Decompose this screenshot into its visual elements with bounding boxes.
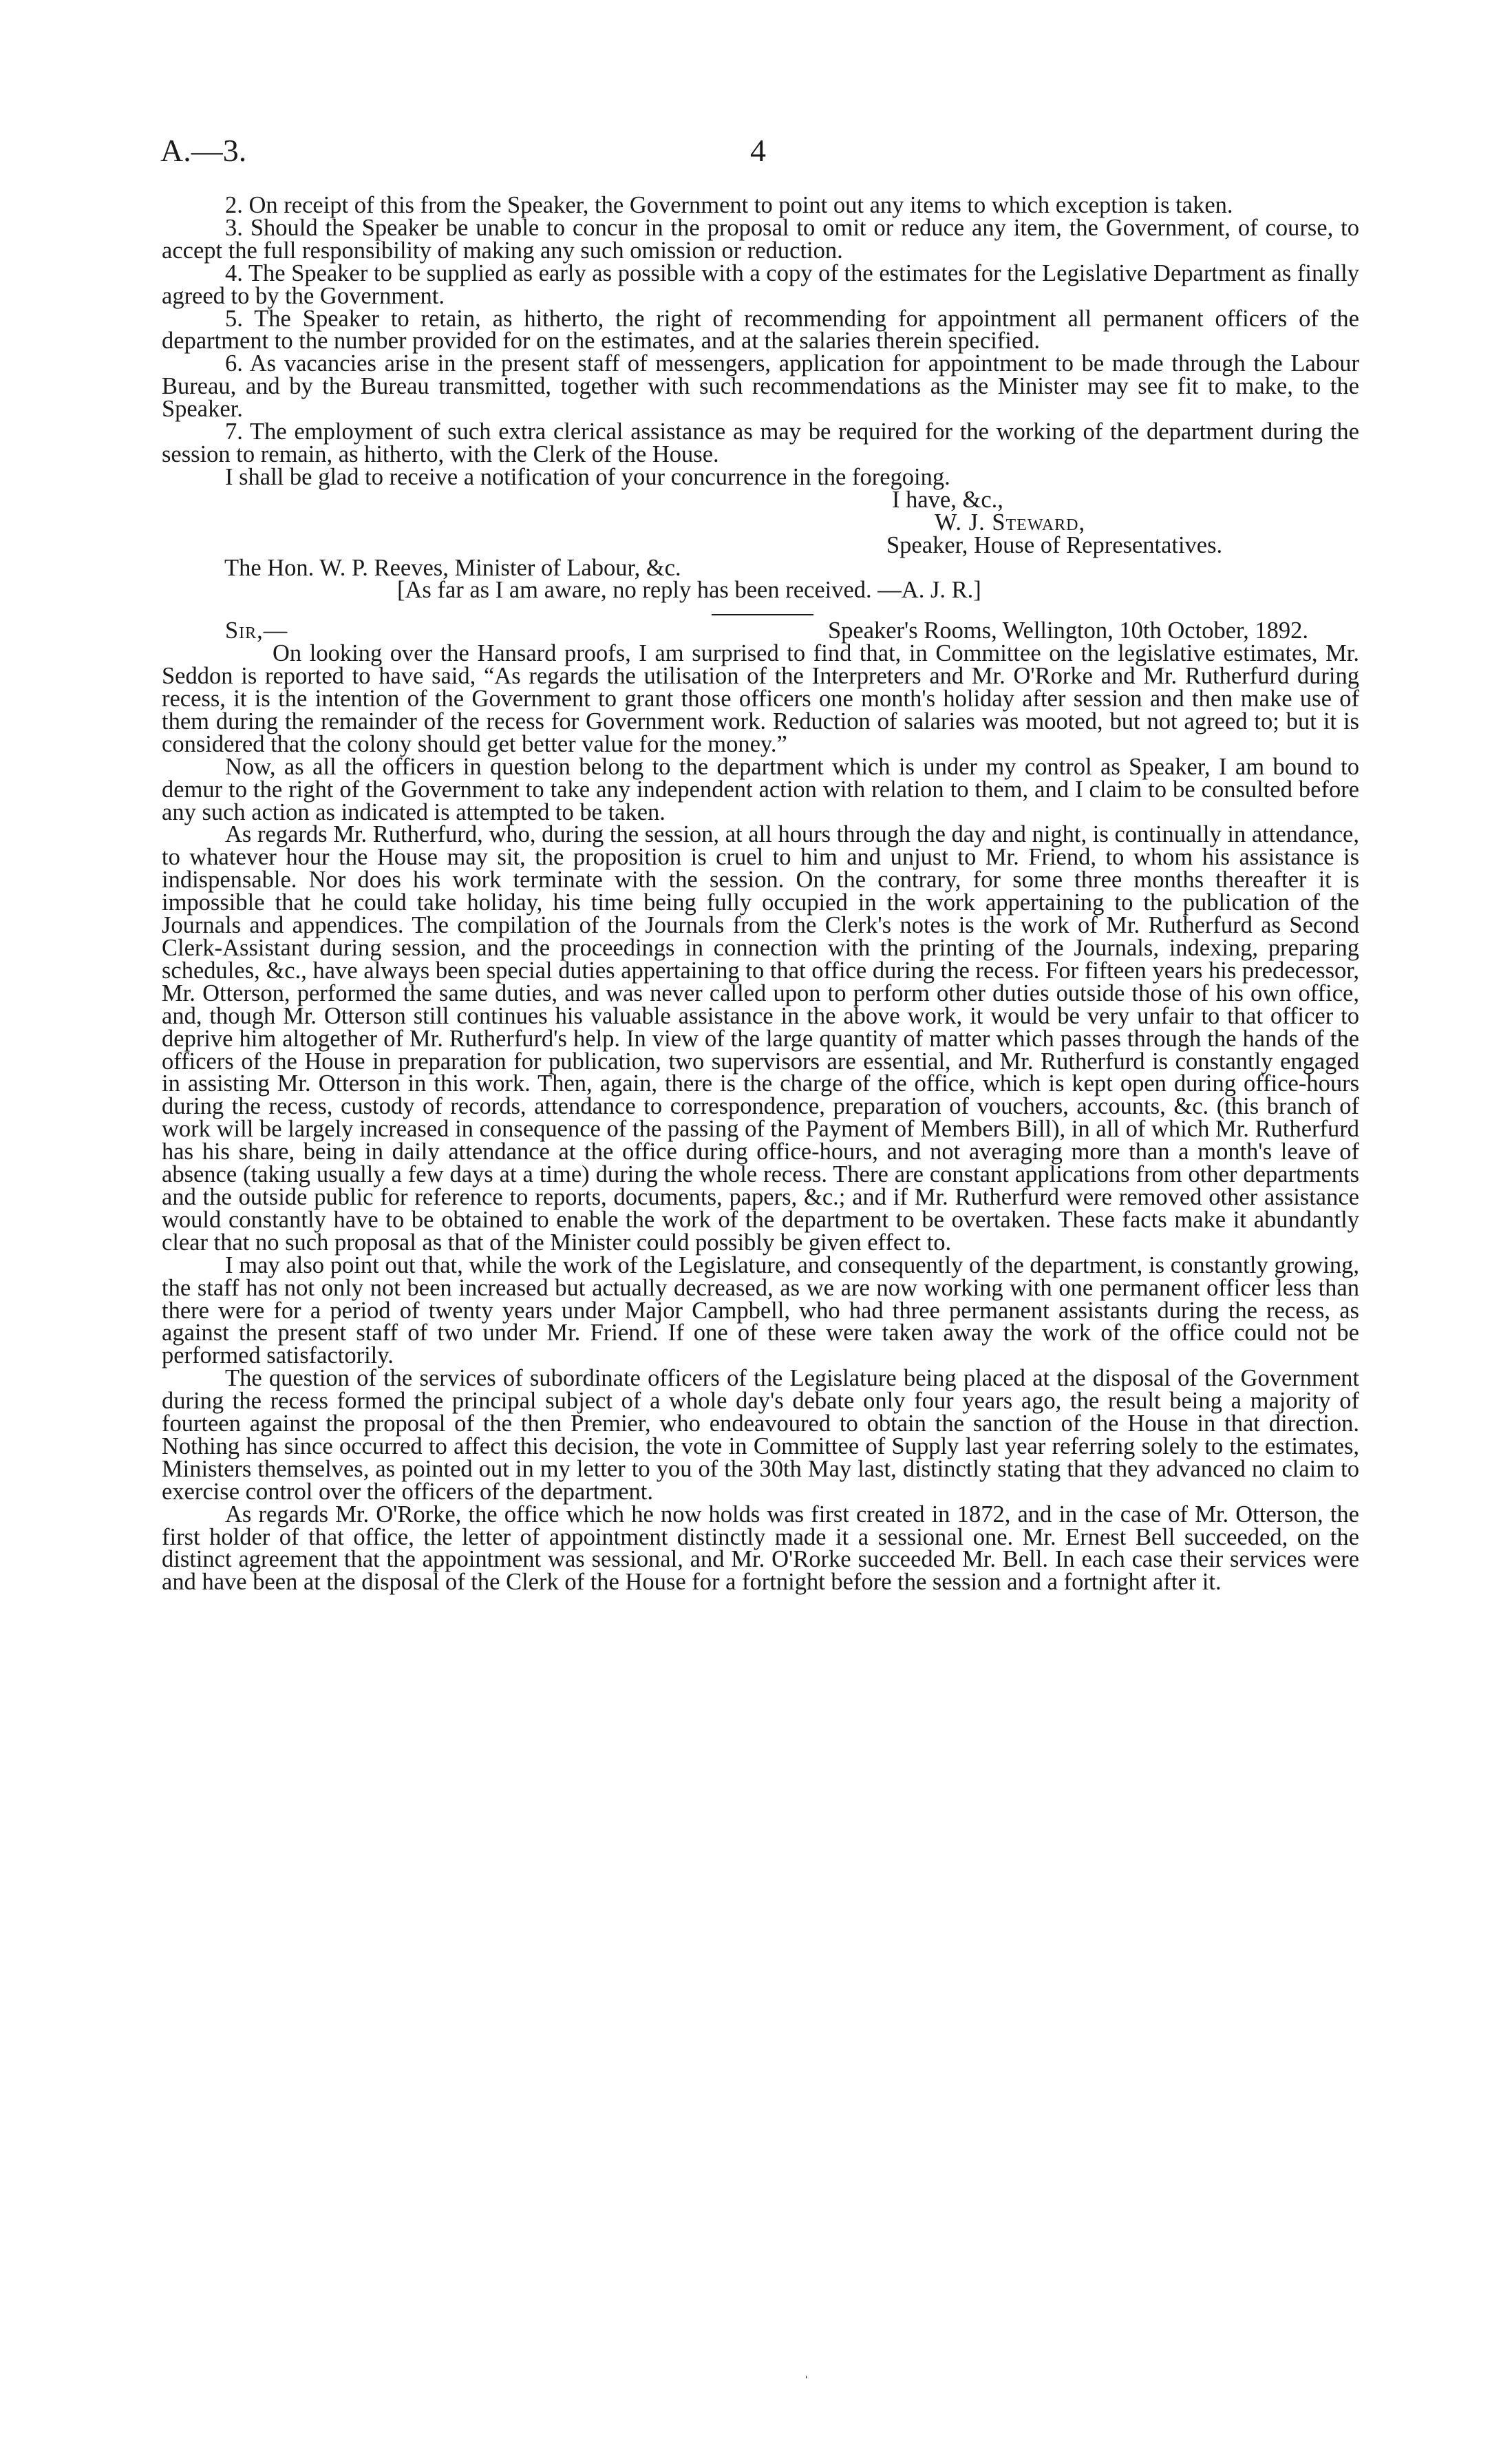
print-mark: ˌ — [804, 2361, 809, 2378]
item-paragraph: 3. Should the Speaker be unable to concur in the proposal to omit or reduce any item, the Government, of course, to accept the full responsibility of making any such omission or reduction. — [162, 214, 1359, 264]
item-paragraph: 6. As vacancies arise in the present staff of messengers, application for appointment to be made through the Labour Bureau, and by the Bureau transmitted, together with such recommendations as the Minister may see fit to make, to the Speaker. — [162, 350, 1359, 423]
letter-paragraph: As regards Mr. O'Rorke, the office which he now holds was first created in 1872, and in the case of Mr. Otterson, the first holder of that office, the letter of appointment distinctly made it a sessional one. Mr. Ernest Bell succeeded, on the distinct agreement that the appointment was sessional, and Mr. O'Rorke succeeded Mr. Bell. In each case their services were and have been at the disposal of the Clerk of the House for a fortnight before the session and a fortnight after it. — [162, 1501, 1359, 1596]
signature-block — [162, 486, 1359, 604]
letter-paragraph: As regards Mr. Rutherfurd, who, during the session, at all hours through the day and night, is continually in attendance, to whatever hour the House may sit, the proposition is cruel to him and unjust to Mr. Friend, to whom his assistance is indispensable. Nor does his work terminate with the session. On the contrary, for some three months thereafter it is impossible that he could take holiday, his time being fully occupied in the work appertaining to the publication of the Journals and appendices. The compilation of the Journals from the Clerk's notes is the work of Mr. Rutherfurd as Second Clerk-Assistant during session, and the proceedings in connection with the printing of the Journals, indexing, preparing schedules, &c., have always been special duties appertaining to that office during the recess. For fifteen years his predecessor, Mr. Otterson, performed the same duties, and was never called upon to perform other duties outside those of his own office, and, though Mr. Otterson still continues his valuable assistance in the above work, it would be very unfair to that officer to deprive him altogether of Mr. Rutherfurd's help. In view of the large quantity of matter which passes through the hands of the officers of the House in preparation for publication, two supervisors are essential, and Mr. Rutherfurd is constantly engaged in assisting Mr. Otterson in this work. Then, again, there is the charge of the office, which is kept open during office-hours during the recess, custody of records, attendance to correspondence, preparation of vouchers, accounts, &c. (this branch of work will be largely increased in consequence of the passing of the Payment of Members Bill), in all of which Mr. Rutherfurd has his share, being in daily attendance at the office during office-hours, and not averaging more than a month's leave of absence (taking usually a few days at a time) during the whole recess. There are constant applications from other departments and the outside public for reference to reports, documents, papers, &c.; and if Mr. Rutherfurd were removed other assistance would constantly have to be obtained to enable the work of the department to be overtaken. These facts make it abundantly clear that no such proposal as that of the Minister could possibly be given effect to. — [162, 821, 1359, 1256]
document-body — [162, 194, 1359, 1594]
letter-paragraph: The question of the services of subordinate officers of the Legislature being placed at the disposal of the Government during the recess formed the principal subject of a whole day's debate only four years ago, the result being a majority of fourteen against the proposal of the then Premier, who endeavoured to obtain the sanction of the House in that direction. Nothing has since occurred to affect this decision, the vote in Committee of Supply last year referring solely to the estimates, Ministers themselves, as pointed out in my letter to you of the 30th May last, distinctly stating that they advanced no claim to exercise control over the officers of the department. — [162, 1365, 1359, 1505]
item-paragraph: 2. On receipt of this from the Speaker, the Government to point out any items to which exception is taken. — [225, 192, 1233, 218]
letter-paragraph: Now, as all the officers in question belong to the department which is under my control as Speaker, I am bound to demur to the right of the Government to take any independent action with relation to them, and I claim to be consulted before any such action as indicated is attempted to be taken. — [162, 753, 1359, 825]
signatory-title: Speaker, House of Representatives. — [886, 531, 1223, 558]
item-paragraph: 4. The Speaker to be supplied as early as possible with a copy of the estimates for the Legislative Department as finally agreed to by the Government. — [162, 260, 1359, 309]
closing-phrase: I have, &c., — [892, 486, 1003, 513]
letter-heading — [162, 617, 1359, 644]
item-paragraph: 7. The employment of such extra clerical assistance as may be required for the working of the department during the session to remain, as hitherto, with the Clerk of the House. — [162, 419, 1359, 467]
concurrence-paragraph: I shall be glad to receive a notification of your concurrence in the foregoing. — [225, 463, 950, 490]
letter-paragraph: I may also point out that, while the work of the Legislature, and consequently of the department, is constantly growing, the staff has not only not been increased but actually decreased, as we are now working with one permanent officer less than there were for a period of twenty years under Major Campbell, who had three permanent assistants during the recess, as against the present staff of two under Mr. Friend. If one of these were taken away the work of the office could not be performed satisfactorily. — [162, 1251, 1359, 1369]
letter-paragraph: On looking over the Hansard proofs, I am surprised to find that, in Committee on the legislative estimates, Mr. Seddon is reported to have said, “As regards the utilisation of the Interpreters and Mr. O'Rorke and Mr. Rutherfurd during recess, it is the intention of the Government to grant those officers one month's holiday after session and then make use of them during the remainder of the recess for Government work. Reduction of salaries was mooted, but not agreed to; but it is considered that the colony should get better value for the money.” — [162, 640, 1359, 757]
signatory-name: W. J. Steward, — [935, 509, 1086, 536]
document-reference: A.—3. — [160, 133, 247, 168]
editorial-note: [As far as I am aware, no reply has been received. —A. J. R.] — [397, 577, 981, 604]
addressee: The Hon. W. P. Reeves, Minister of Labour, &c. — [224, 554, 681, 581]
section-divider — [712, 614, 813, 615]
dateline: Speaker's Rooms, Wellington, 10th October, 1892. — [827, 617, 1308, 644]
salutation: Sir,— — [225, 617, 288, 644]
page-number: 4 — [750, 133, 766, 168]
item-paragraph: 5. The Speaker to retain, as hitherto, the right of recommending for appointment all permanent officers of the department to the number provided for on the estimates, and at the salaries therein specified. — [162, 305, 1359, 355]
